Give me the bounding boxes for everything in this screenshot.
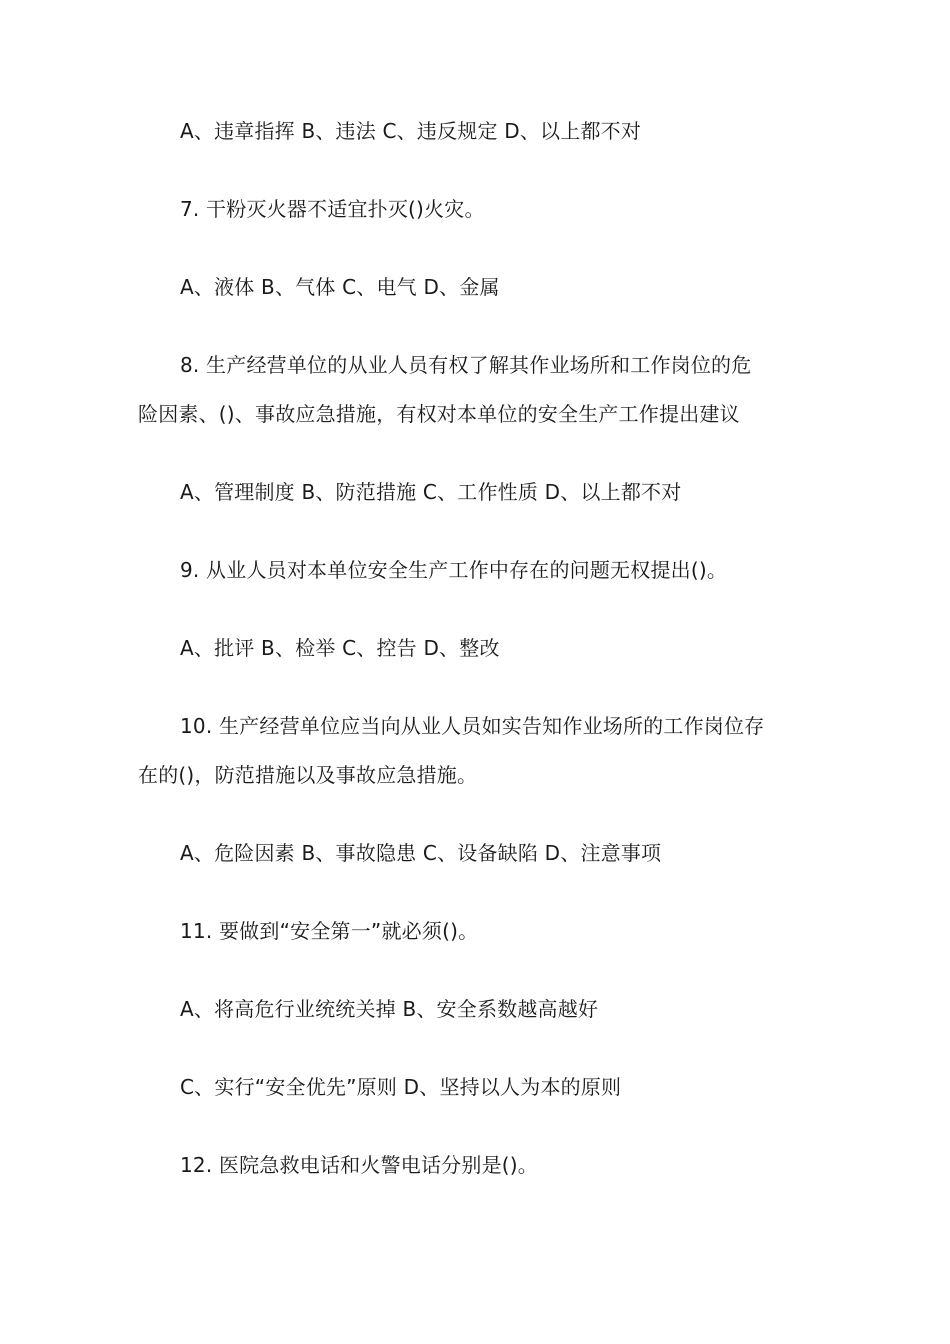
question-8-line-1: 8. 生产经营单位的从业人员有权了解其作业场所和工作岗位的危 xyxy=(180,353,752,377)
question-12: 12. 医院急救电话和火警电话分别是()。 xyxy=(180,1153,538,1177)
question-11: 11. 要做到“安全第一”就必须()。 xyxy=(180,919,479,943)
question-7: 7. 干粉灭火器不适宜扑灭()火灾。 xyxy=(180,197,485,221)
answer-options-q7: A、液体 B、气体 C、电气 D、金属 xyxy=(180,275,500,299)
question-8-line-2: 险因素、()、事故应急措施，有权对本单位的安全生产工作提出建议 xyxy=(138,402,740,426)
answer-options-q8: A、管理制度 B、防范措施 C、工作性质 D、以上都不对 xyxy=(180,480,682,504)
question-9: 9. 从业人员对本单位安全生产工作中存在的问题无权提出()。 xyxy=(180,558,728,582)
answer-options-q9: A、批评 B、检举 C、控告 D、整改 xyxy=(180,636,500,660)
question-10-line-1: 10. 生产经营单位应当向从业人员如实告知作业场所的工作岗位存 xyxy=(180,714,765,738)
answer-options-q11-line-2: C、实行“安全优先”原则 D、坚持以人为本的原则 xyxy=(180,1075,622,1099)
answer-options-q11-line-1: A、将高危行业统统关掉 B、安全系数越高越好 xyxy=(180,997,599,1021)
answer-options-q10: A、危险因素 B、事故隐患 C、设备缺陷 D、注意事项 xyxy=(180,841,662,865)
question-10-line-2: 在的()，防范措施以及事故应急措施。 xyxy=(138,763,478,787)
answer-options-q6: A、违章指挥 B、违法 C、违反规定 D、以上都不对 xyxy=(180,119,642,143)
